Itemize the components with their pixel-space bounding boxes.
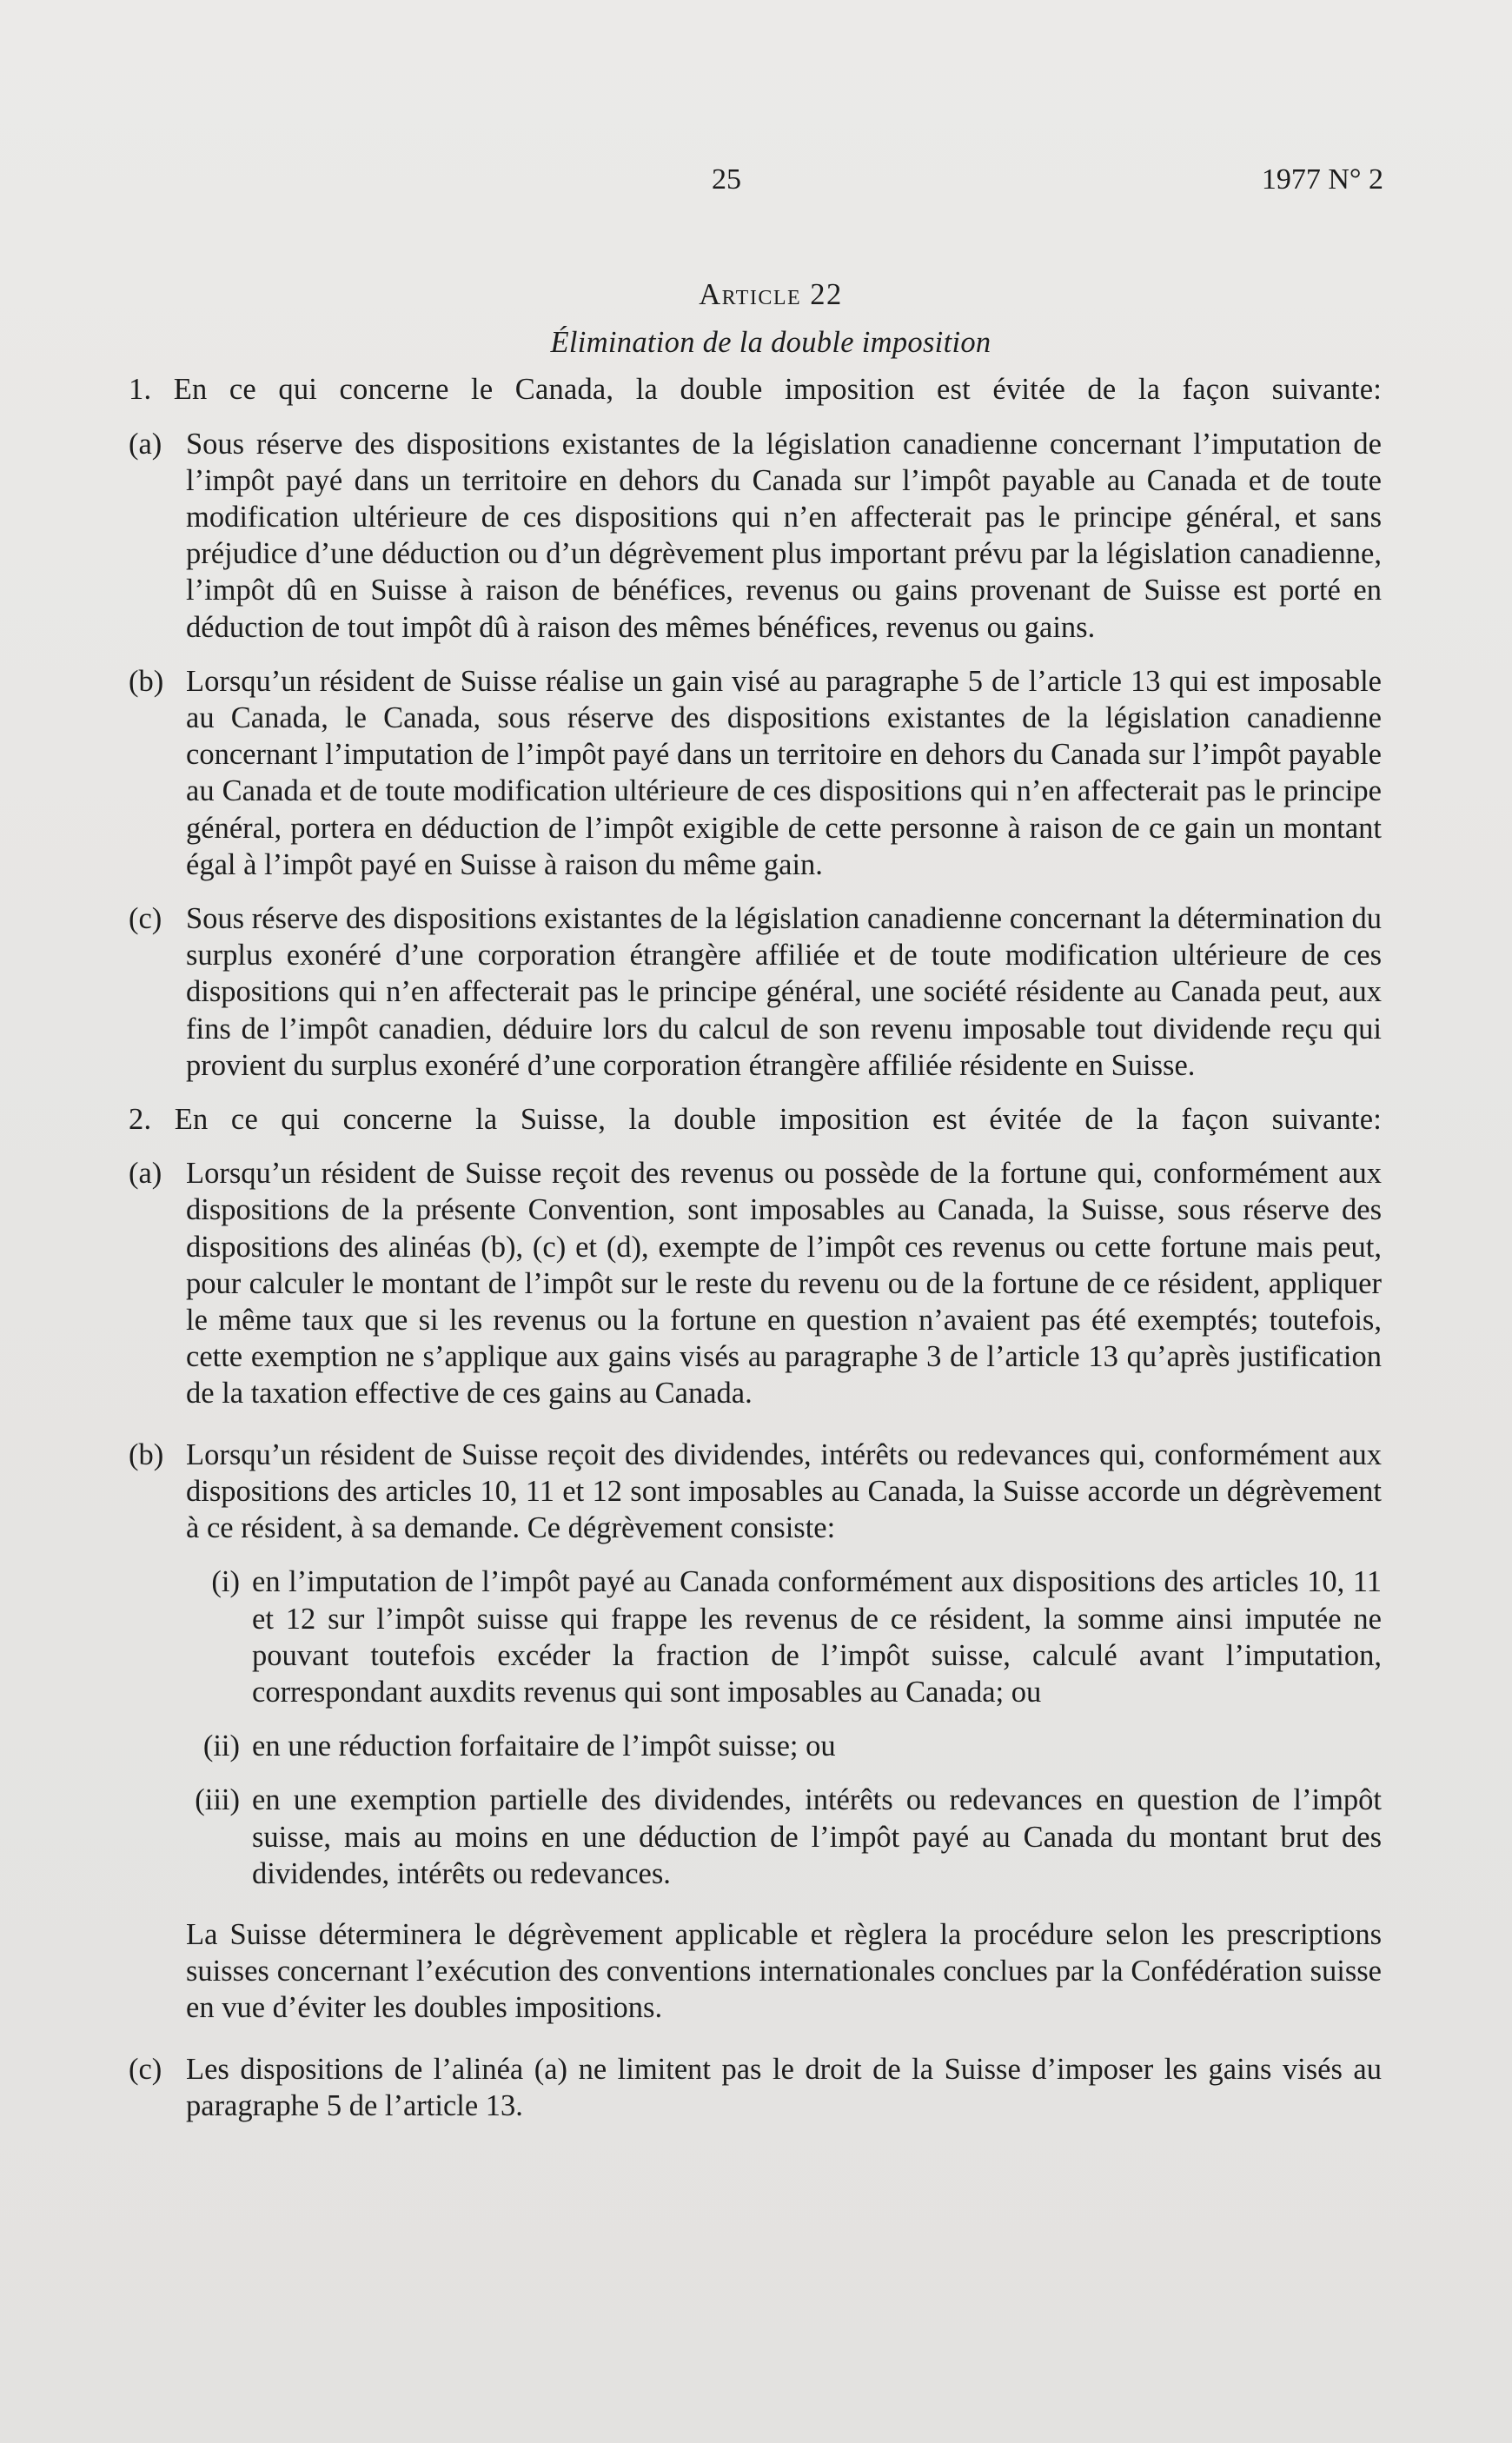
item-text: Les dispositions de l’alinéa (a) ne limitent pas le droit de la Suisse d’imposer les gains visés au paragraphe 5 de l’article 13. [186,2052,1382,2122]
section-2-item-c [129,2051,1382,2124]
section-2-item-b-subitem-i [186,1563,1382,1710]
subitem-label: (ii) [202,1729,240,1763]
header-year-number: 1977 N° 2 [1261,163,1383,196]
item-label: (a) [129,1157,162,1191]
section-2-item-b-subitem-iii [186,1782,1382,1892]
item-label: (c) [129,2052,162,2086]
item-text: Lorsqu’un résident de Suisse reçoit des dividendes, intérêts ou redevances qui, conformément aux dispositions des articles 10, 11 et 12 sont imposables au Canada, la Suisse accorde un dégrèvement à ce résident, à sa demande. Ce dégrèvement consiste: [186,1437,1382,1545]
section-2-item-b-subitem-ii [186,1728,1382,1764]
section-1-item-c [129,900,1382,1084]
section-1-item-a [129,426,1382,646]
item-label: (c) [129,902,162,936]
section-1-item-b [129,663,1382,883]
item-text: Sous réserve des dispositions existantes de la législation canadienne concernant la détermination du surplus exonéré d’une corporation étrangère affiliée et de toute modification ultérieure de ces dispositions qui n’en affecterait pas le principe général, une société résidente au Canada peut, aux fins de l’impôt canadien, déduire lors du calcul de son revenu imposable tout dividende reçu qui provient du surplus exonéré d’une corporation étrangère affiliée résidente en Suisse. [186,902,1382,1082]
item-text: Lorsqu’un résident de Suisse réalise un gain visé au paragraphe 5 de l’article 13 qui est imposable au Canada, le Canada, sous réserve des dispositions existantes de la législation canadienne concernant l’imputation de l’impôt payé dans un territoire en dehors du Canada sur l’impôt payable au Canada et de toute modification ultérieure de ces dispositions qui n’en affecterait pas le principe général, portera en déduction de l’impôt exigible de cette personne à raison de ce gain un montant égal à l’impôt payé en Suisse à raison du même gain. [186,664,1382,881]
subitem-label: (iii) [195,1783,240,1817]
article-heading: Article 22 [699,278,843,311]
section-2-intro: 2. En ce qui concerne la Suisse, la double imposition est évitée de la façon suivante: [129,1103,1382,1137]
subitem-text: en l’imputation de l’impôt payé au Canada conformément aux dispositions des articles 10, 11 et 12 sur l’impôt suisse qui frappe les revenus de ce résident, la somme ainsi imputée ne pouvant toutefois excéder la fraction de l’impôt suisse, calculé avant l’imputation, correspondant auxdits revenus qui sont imposables au Canada; ou [252,1565,1382,1709]
page-header [0,163,1512,207]
section-2-item-b [129,1437,1382,1547]
section-2-item-a [129,1155,1382,1411]
item-label: (a) [129,427,162,461]
section-2-item-b-closing: La Suisse déterminera le dégrèvement applicable et règlera la procédure selon les prescriptions suisses concernant l’exécution des conventions internationales conclues par la Confédération suisse en vue d’éviter les doubles impositions. [186,1917,1382,2025]
item-label: (b) [129,1437,164,1471]
page-number-text: 25 [712,163,741,196]
article-subtitle: Élimination de la double imposition [550,326,991,360]
subitem-label: (i) [211,1565,240,1599]
subitem-text: en une exemption partielle des dividendes, intérêts ou redevances en question de l’impôt suisse, mais au moins en une déduction de l’impôt payé au Canada du montant brut des dividendes, intérêts ou redevances. [252,1783,1382,1890]
item-label: (b) [129,664,164,698]
item-text: Sous réserve des dispositions existantes de la législation canadienne concernant l’imputation de l’impôt payé dans un territoire en dehors du Canada sur l’impôt payable au Canada et de toute modification ultérieure de ces dispositions qui n’en affecterait pas le principe général, et sans préjudice d’une déduction ou d’un dégrèvement plus important prévu par la législation canadienne, l’impôt dû en Suisse à raison de bénéfices, revenus ou gains provenant de Suisse est porté en déduction de tout impôt dû à raison des mêmes bénéfices, revenus ou gains. [186,427,1382,644]
section-1-intro: 1. En ce qui concerne le Canada, la double imposition est évitée de la façon suivante: [129,373,1382,407]
article-body [129,276,1382,2124]
subitem-text: en une réduction forfaitaire de l’impôt suisse; ou [252,1729,836,1763]
item-text: Lorsqu’un résident de Suisse reçoit des revenus ou possède de la fortune qui, conformément aux dispositions de la présente Convention, sont imposables au Canada, la Suisse, sous réserve des dispositions des alinéas (b), (c) et (d), exempte de l’impôt ces revenus ou cette fortune mais peut, pour calculer le montant de l’impôt sur le reste du revenu ou de la fortune de ce résident, appliquer le même taux que si les revenus ou la fortune en question n’avaient pas été exemptés; toutefois, cette exemption ne s’applique aux gains visés au paragraphe 3 de l’article 13 qu’après justification de la taxation effective de ces gains au Canada. [186,1157,1382,1411]
